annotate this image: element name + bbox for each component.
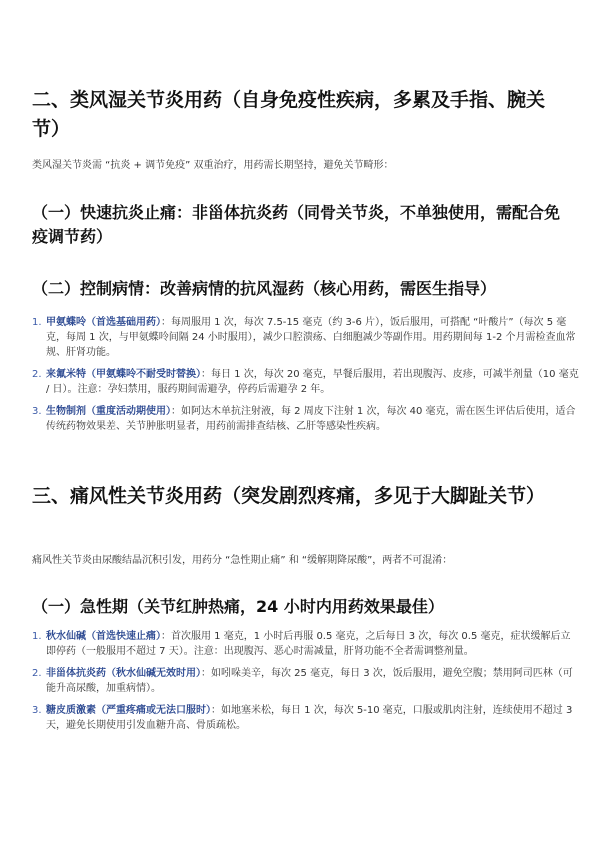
section2-intro: 类风湿关节炎需 “抗炎 + 调节免疫” 双重治疗，用药需长期坚持，避免关节畸形： bbox=[32, 160, 394, 171]
drug-description: ：每周服用 1 次，每次 7.5-15 毫克（约 3-6 片），饭后服用，可搭配 “叶酸片”（每次 5 毫克，每周 1 次，与甲氨蝶呤间隔 24 小时服用），减少口腔溃疡、白细胞减少等副作用。用药期间每 1-2 个月需检查血常规、肝肾功能。 bbox=[46, 317, 576, 358]
section3-drug-list bbox=[32, 629, 580, 740]
drug-name: 非甾体抗炎药（秋水仙碱无效时用） bbox=[46, 668, 201, 679]
list-number: 1. bbox=[32, 631, 42, 642]
list-number: 2. bbox=[32, 668, 42, 679]
drug-name: 秋水仙碱（首选快速止痛） bbox=[46, 631, 161, 642]
list-item bbox=[32, 666, 580, 696]
section3-subheading-1: （一）急性期（关节红肿热痛，24 小时内用药效果最佳） bbox=[32, 597, 444, 616]
list-number: 1. bbox=[32, 317, 42, 328]
section2-subheading-2: （二）控制病情：改善病情的抗风湿药（核心用药，需医生指导） bbox=[32, 279, 497, 298]
drug-name: 甲氨蝶呤（首选基础用药） bbox=[46, 317, 161, 328]
list-item bbox=[32, 367, 580, 397]
list-number: 3. bbox=[32, 705, 42, 716]
list-number: 3. bbox=[32, 406, 42, 417]
drug-description: ：如阿达木单抗注射液，每 2 周皮下注射 1 次，每次 40 毫克，需在医生评估后使用，适合传统药物效果差、关节肿胀明显者，用药前需排查结核、乙肝等感染性疾病。 bbox=[46, 406, 576, 432]
list-item bbox=[32, 629, 580, 659]
list-item bbox=[32, 404, 580, 434]
drug-description: ：如地塞米松，每日 1 次，每次 5-10 毫克，口服或肌肉注射，连续使用不超过 3 天，避免长期使用引发血糖升高、骨质疏松。 bbox=[46, 705, 573, 731]
list-number: 2. bbox=[32, 369, 42, 380]
drug-name: 糖皮质激素（严重疼痛或无法口服时） bbox=[46, 705, 211, 716]
drug-description: ：如吲哚美辛，每次 25 毫克，每日 3 次，饭后服用，避免空腹；禁用阿司匹林（可能升高尿酸，加重病情）。 bbox=[46, 668, 573, 694]
section3-heading: 三、痛风性关节炎用药（突发剧烈疼痛，多见于大脚趾关节） bbox=[32, 485, 546, 507]
drug-description: ：首次服用 1 毫克，1 小时后再服 0.5 毫克，之后每日 3 次，每次 0.5 毫克，症状缓解后立即停药（一般服用不超过 7 天）。注意：出现腹泻、恶心时需减量，肝肾功能不全者需调整剂量。 bbox=[46, 631, 571, 657]
section2-subheading-1: （一）快速抗炎止痛：非甾体抗炎药（同骨关节炎，不单独使用，需配合免疫调节药） bbox=[32, 203, 561, 246]
section2-drug-list bbox=[32, 315, 580, 441]
drug-name: 生物制剂（重度活动期使用） bbox=[46, 406, 171, 417]
drug-description: ：每日 1 次，每次 20 毫克，早餐后服用，若出现腹泻、皮疹，可减半剂量（10 毫克 / 日）。注意：孕妇禁用，服药期间需避孕，停药后需避孕 2 年。 bbox=[46, 369, 579, 395]
section2-heading: 二、类风湿关节炎用药（自身免疫性疾病，多累及手指、腕关节） bbox=[32, 89, 546, 140]
list-item bbox=[32, 703, 580, 733]
list-item bbox=[32, 315, 580, 360]
drug-name: 来氟米特（甲氨蝶呤不耐受时替换） bbox=[46, 369, 201, 380]
section3-intro: 痛风性关节炎由尿酸结晶沉积引发，用药分 “急性期止痛” 和 “缓解期降尿酸”，两者不可混淆： bbox=[32, 555, 453, 566]
